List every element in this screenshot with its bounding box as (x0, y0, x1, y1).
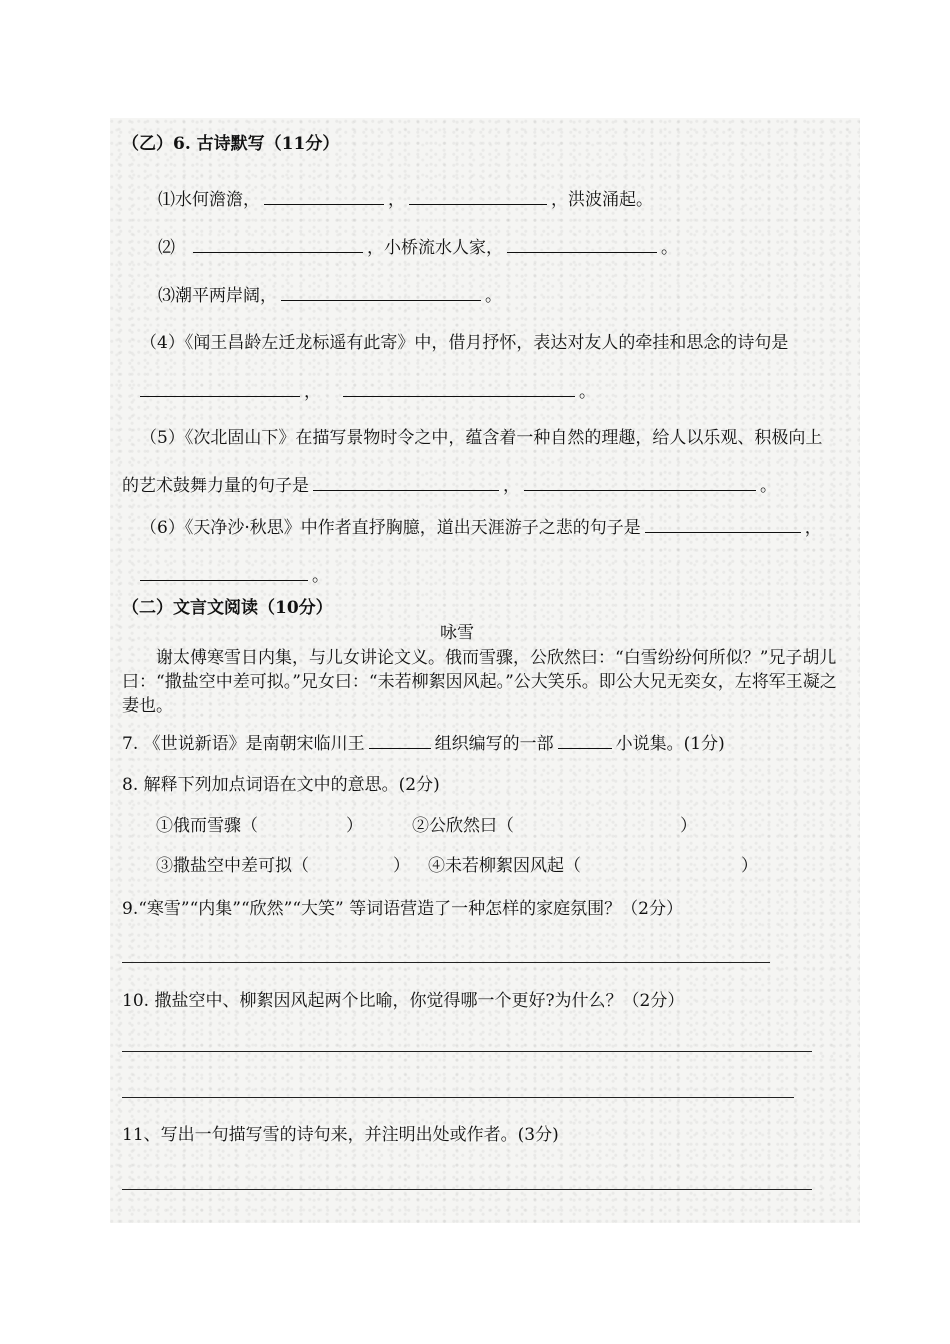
q6-comma: ， (804, 518, 822, 538)
q3-blank[interactable] (281, 284, 481, 301)
q8-item-2-close: ） (680, 816, 697, 836)
q4-blank-2[interactable] (343, 380, 575, 397)
q8-text: 8. 解释下列加点词语在文中的意思。(2分) (122, 775, 440, 795)
q6-line (140, 516, 822, 539)
q2-blank-2[interactable] (507, 236, 657, 253)
q5-comma: ， (503, 476, 520, 496)
q5-blank-2[interactable] (524, 474, 756, 491)
q8-item-3-label: ③撒盐空中差可拟（ (156, 856, 309, 876)
q9-text: 9.“寒雪”“内集”“欣然”“大笑” 等词语营造了一种怎样的家庭氛围？（2分） (122, 899, 683, 919)
q5-text: （5）《次北固山下》在描写景物时令之中，蕴含着一种自然的理趣，给人以乐观、积极向上 (140, 428, 823, 448)
q4-end: 。 (579, 382, 596, 402)
q6-blank-1[interactable] (645, 516, 801, 533)
q1-line (158, 188, 653, 211)
passage-text: 谢太傅寒雪日内集，与儿女讲论文义。俄而雪骤，公欣然曰：“白雪纷纷何所似？”兄子胡儿曰：“撒盐空中差可拟。”兄女曰：“未若柳絮因风起。”公大笑乐。即公大兄无奕女，左将军王凝之妻也。 (122, 648, 837, 716)
section-2-header: （二）文言文阅读（10分） (122, 598, 333, 618)
q1-comma: ， (388, 190, 405, 210)
q10-answer-rule-1[interactable] (122, 1051, 812, 1052)
q1-prefix: ⑴水何澹澹， (158, 190, 260, 210)
q2-mid: ，小桥流水人家， (367, 238, 503, 258)
q4-blank-1[interactable] (140, 380, 300, 397)
q10-text: 10. 撒盐空中、柳絮因风起两个比喻，你觉得哪一个更好?为什么？（2分） (122, 991, 685, 1011)
q6-end: 。 (312, 566, 329, 586)
passage-title: 咏雪 (440, 623, 474, 643)
q8-item-2-label: ②公欣然曰（ (412, 816, 514, 836)
q11-text: 11、写出一句描写雪的诗句来，并注明出处或作者。(3分) (122, 1125, 559, 1145)
q5-blank-1[interactable] (313, 474, 499, 491)
q8-item-4 (428, 855, 758, 877)
q7-text-a: 7. 《世说新语》是南朝宋临川王 (122, 734, 365, 754)
q8-item-3-close: ） (393, 856, 410, 876)
q9-answer-rule[interactable] (122, 962, 770, 963)
q6-answer-line (136, 564, 329, 587)
q1-suffix: ，洪波涌起。 (551, 190, 653, 210)
q3-prefix: ⑶潮平两岸阔， (158, 286, 277, 306)
q2-blank-1[interactable] (193, 236, 363, 253)
q11-answer-rule[interactable] (122, 1189, 812, 1190)
q4-text: （4）《闻王昌龄左迁龙标遥有此寄》中，借月抒怀，表达对友人的牵挂和思念的诗句是 (140, 333, 789, 353)
q8-item-1-label: ①俄而雪骤（ (156, 816, 258, 836)
q5-line2-prefix: 的艺术鼓舞力量的句子是 (122, 476, 309, 496)
q5-end: 。 (760, 476, 777, 496)
q2-prefix: ⑵ (158, 238, 175, 258)
q7-blank-1[interactable] (369, 732, 431, 749)
q8-item-1-close: ） (346, 816, 363, 836)
q1-blank-2[interactable] (409, 188, 547, 205)
q2-line (158, 236, 678, 259)
q3-line (158, 284, 502, 307)
q8-item-2 (412, 815, 697, 837)
q6-blank-2[interactable] (140, 564, 308, 581)
q5-answer-line (122, 474, 777, 497)
q6-text: （6）《天净沙·秋思》中作者直抒胸臆，道出天涯游子之悲的句子是 (140, 518, 641, 538)
q8-item-1 (156, 815, 363, 837)
q8-item-4-close: ） (741, 856, 758, 876)
q7-line (122, 732, 725, 755)
q10-answer-rule-2[interactable] (122, 1097, 794, 1098)
q8-item-3 (156, 855, 410, 877)
q7-text-c: 小说集。(1分) (615, 734, 725, 754)
q2-end: 。 (661, 238, 678, 258)
q4-comma: ， (304, 382, 321, 402)
q3-end: 。 (485, 286, 502, 306)
section-b-header: （乙）6. 古诗默写（11分） (122, 134, 340, 154)
q7-blank-2[interactable] (558, 732, 612, 749)
q4-answer-line (136, 380, 596, 403)
q8-item-4-label: ④未若柳絮因风起（ (428, 856, 581, 876)
q1-blank-1[interactable] (264, 188, 384, 205)
q7-text-b: 组织编写的一部 (434, 734, 554, 754)
